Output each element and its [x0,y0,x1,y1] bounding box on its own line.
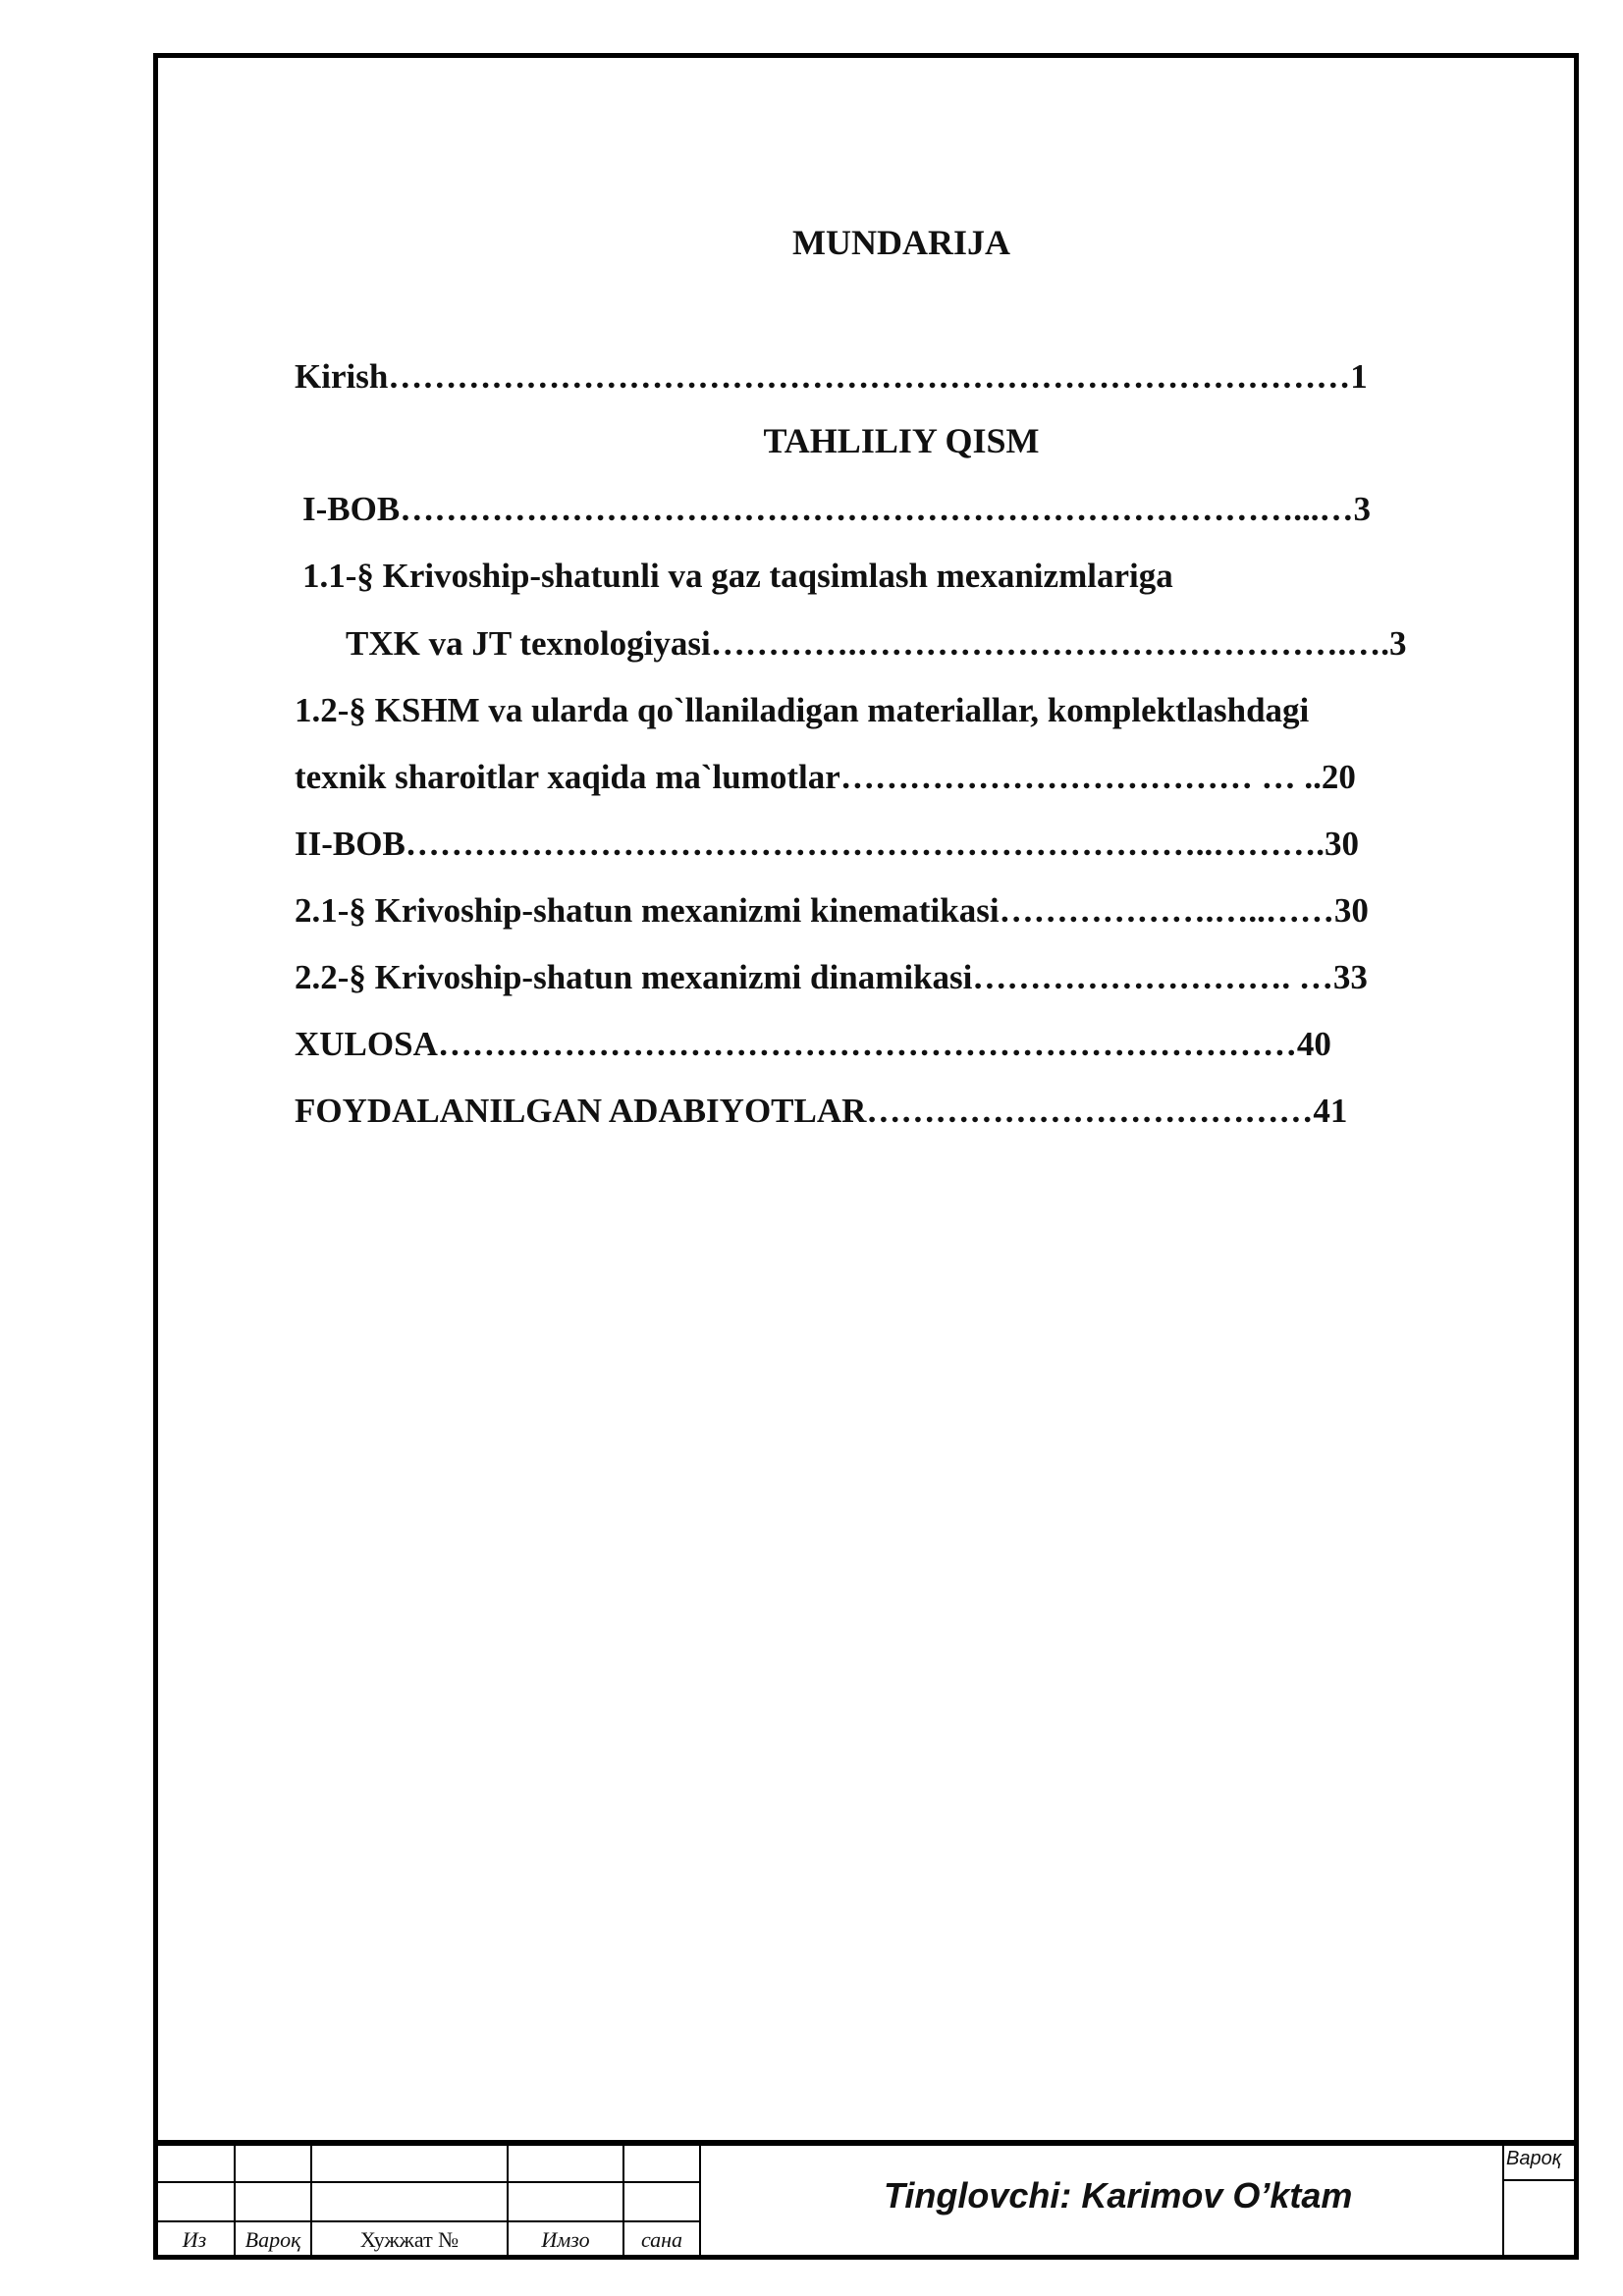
toc-entry-conclusion: XULOSA…………………………………………………………………40 [295,1025,1331,1063]
toc-entry-references: FOYDALANILGAN ADABIYOTLAR…………………………………41 [295,1092,1348,1130]
sheet-number-cell [1502,2179,1579,2260]
stamp-cell [153,2144,236,2183]
toc-entry-2-1: 2.1-§ Krivoship-shatun mexanizmi kinematikasi……………….…..……30 [295,891,1369,930]
stamp-cell [153,2181,236,2222]
stamp-cell [234,2181,312,2222]
signature-text: Tinglovchi: Karimov O’ktam [884,2175,1353,2216]
stamp-label-varoq: Вароқ [244,2227,301,2252]
stamp-label-iz: Из [182,2227,207,2252]
stamp-label-imzo: Имзо [541,2227,590,2252]
sheet-label: Вароқ [1506,2148,1562,2169]
toc-entry-2-2: 2.2-§ Krivoship-shatun mexanizmi dinamikasi………………………. …33 [295,958,1368,996]
toc-entry-intro: Kirish…………………………………………………………………………1 [295,357,1368,396]
page-title: MUNDARIJA [792,223,1010,262]
stamp-label-hujjat: Хужжат № [359,2227,460,2252]
toc-entry-1-2-cont: texnik sharoitlar xaqida ma`lumotlar……………………………… … ..20 [295,758,1356,796]
stamp-cell [310,2181,509,2222]
toc-entry-1-1: 1.1-§ Krivoship-shatunli va gaz taqsimlash mexanizmlariga [302,557,1173,595]
stamp-cell [622,2144,701,2183]
toc-section-heading: TAHLILIY QISM [763,421,1040,460]
toc-entry-chapter-1: I-BOB……………………………………………………………………...…3 [302,490,1371,528]
stamp-cell [507,2181,624,2222]
stamp-label-sana: сана [640,2227,683,2252]
stamp-cell [507,2144,624,2183]
toc-entry-1-1-cont: TXK va JT texnologiyasi………….…………………………………….….3 [346,624,1407,663]
stamp-cell [310,2144,509,2183]
toc-entry-1-2: 1.2-§ KSHM va ularda qo`llaniladigan materiallar, komplektlashdagi [295,691,1310,729]
stamp-cell [234,2144,312,2183]
stamp-cell [622,2181,701,2222]
toc-entry-chapter-2: II-BOB……………………………………………………………..……….30 [295,825,1360,863]
